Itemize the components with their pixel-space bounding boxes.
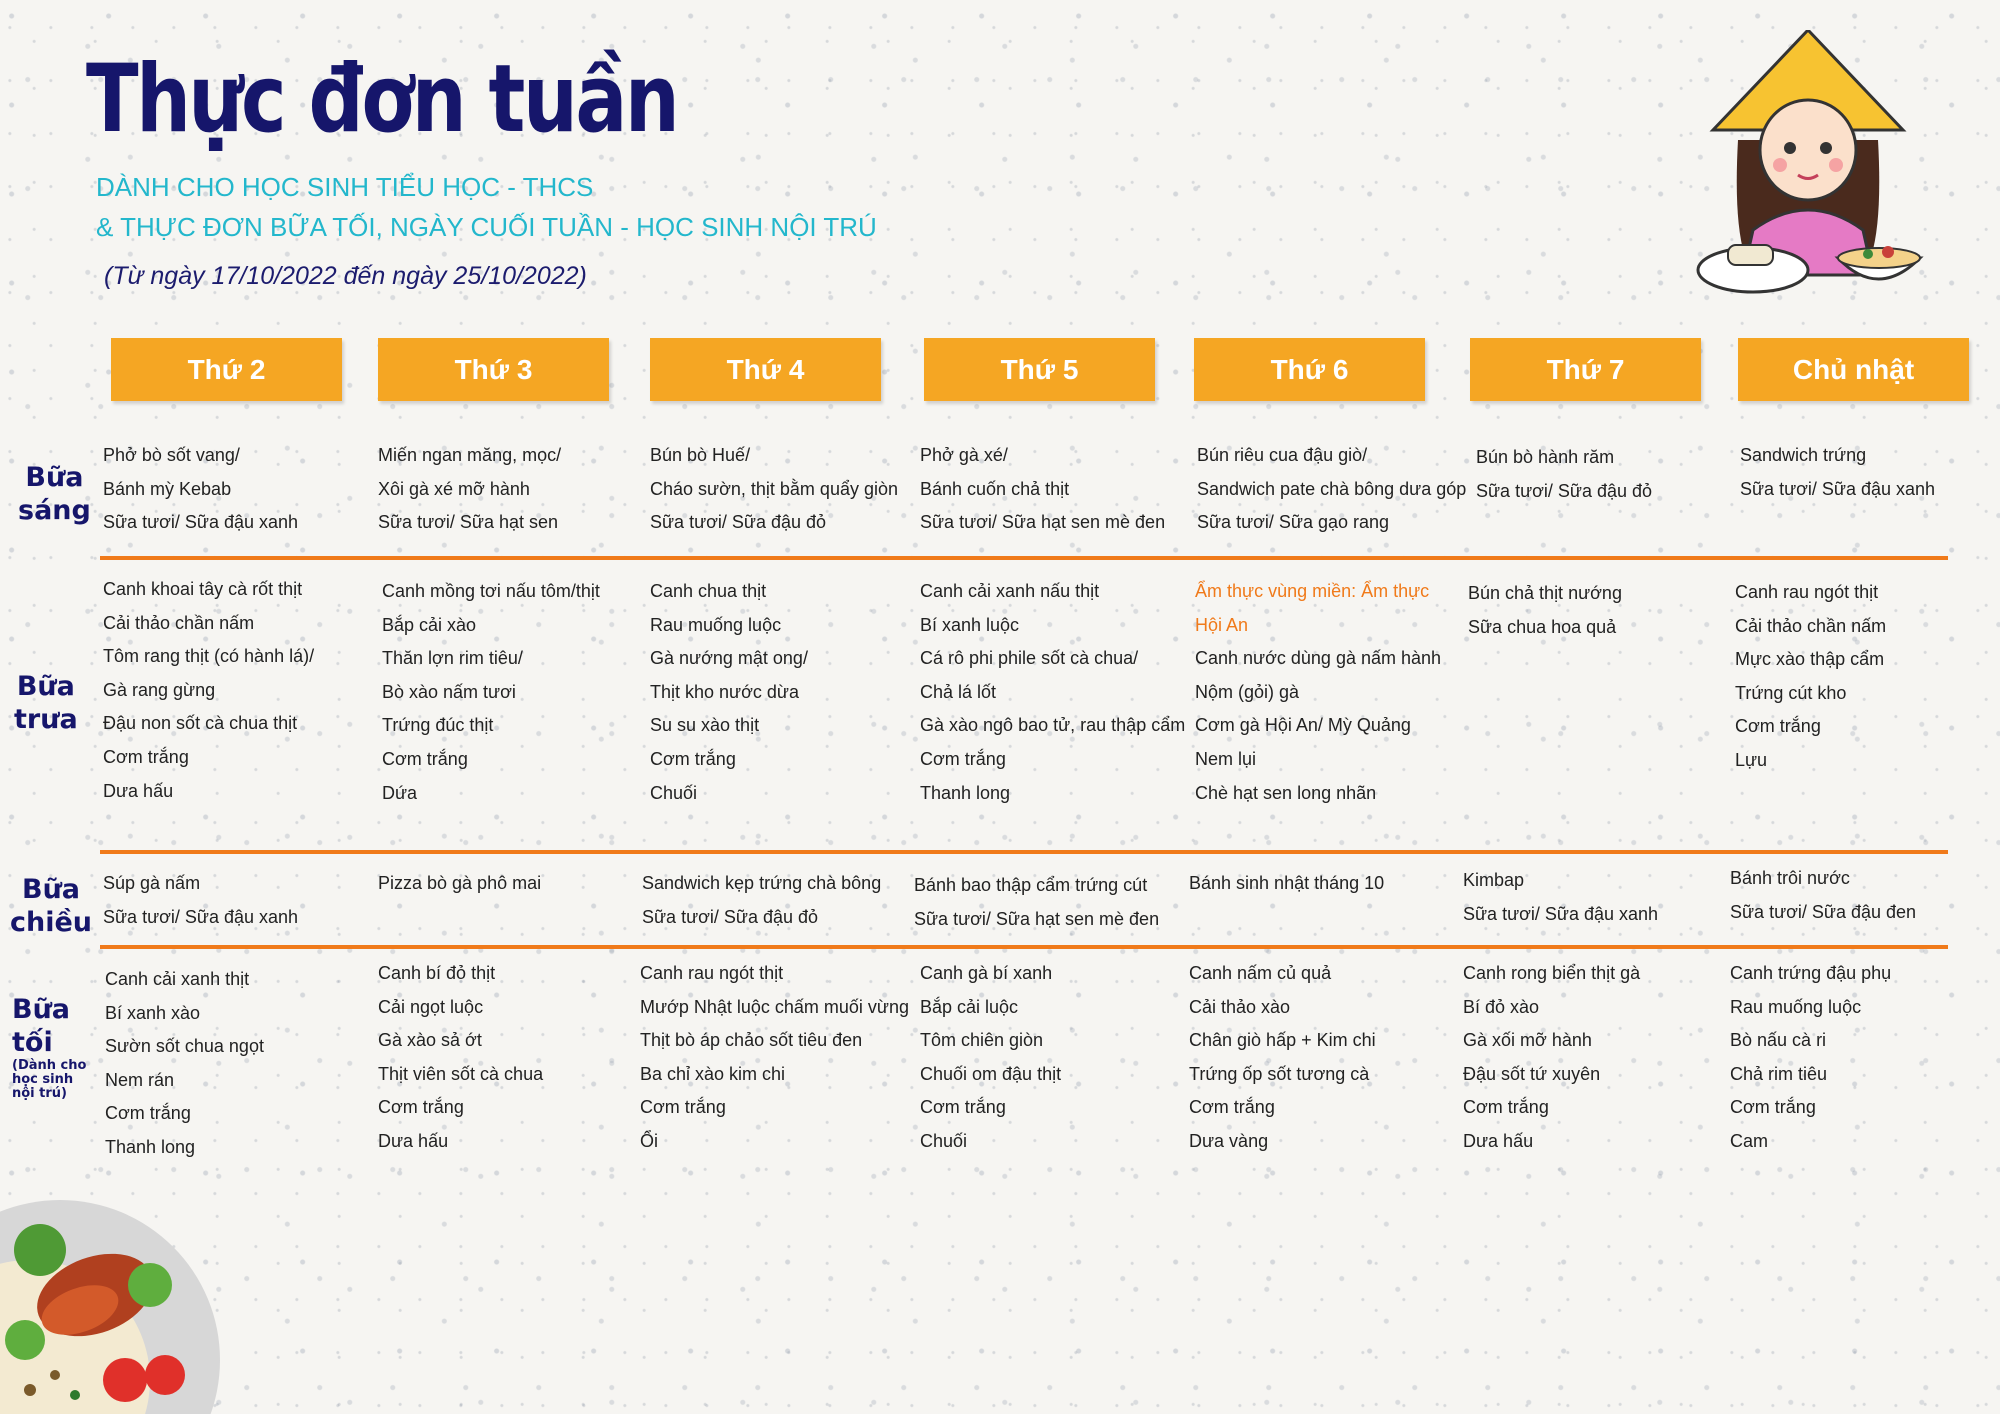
breakfast-cell-mon: [103, 439, 383, 540]
divider-after-breakfast: [100, 556, 1948, 560]
lunch-cell-wed: [650, 575, 930, 810]
breakfast-cell-sun: [1740, 439, 2000, 506]
menu-item: Canh nước dùng gà nấm hành: [1195, 648, 1442, 669]
menu-item: Bắp cải luộc: [920, 996, 1019, 1017]
menu-item: Chuối om đậu thịt: [920, 1063, 1062, 1084]
menu-item: Đậu non sốt cà chua thịt: [103, 713, 298, 734]
menu-item: Thanh long: [920, 782, 1011, 803]
menu-item: Trứng cút kho: [1735, 682, 1847, 703]
menu-item: Canh rong biển thịt gà: [1463, 963, 1641, 983]
menu-item: Canh mồng tơi nấu tôm/thịt: [382, 581, 600, 601]
breakfast-cell-sat: [1476, 441, 1756, 508]
menu-item: Bún bò Huế/: [650, 445, 751, 465]
afternoon-cell-mon: [103, 867, 383, 934]
menu-item: Canh chua thịt: [650, 581, 767, 601]
menu-item: Bí xanh xào: [105, 1002, 201, 1023]
menu-item: Sữa tươi/ Sữa hạt sen mè đen: [914, 908, 1160, 929]
menu-item: Sữa tươi/ Sữa đậu đỏ: [642, 906, 819, 927]
lunch-cell-fri: [1195, 575, 1475, 810]
menu-item: Gà xào sả ớt: [378, 1030, 482, 1051]
menu-item: Lựu: [1735, 749, 1768, 770]
menu-item: Dưa hấu: [103, 780, 174, 801]
menu-item: Sữa tươi/ Sữa đậu đen: [1730, 901, 1917, 922]
menu-item: Cải thảo chần nấm: [103, 612, 255, 633]
menu-item-highlight: Hội An: [1195, 614, 1249, 635]
menu-item: Bánh cuốn chả thịt: [920, 478, 1070, 499]
menu-item: Gà xào ngô bao tử, rau thập cẩm: [920, 715, 1186, 736]
menu-item: Canh rau ngót thịt: [640, 963, 784, 983]
menu-item: Nộm (gỏi) gà: [1195, 681, 1300, 702]
menu-item: Sữa tươi/ Sữa hạt sen mè đen: [920, 512, 1166, 533]
dinner-cell-thu: [920, 957, 1200, 1159]
day-header-sun: Chủ nhật: [1738, 338, 1969, 401]
menu-item: Su su xào thịt: [650, 715, 760, 736]
menu-item: Tôm chiên giòn: [920, 1030, 1044, 1051]
menu-item: Cháo sườn, thịt bằm quẩy giòn: [650, 478, 898, 499]
menu-item: Thanh long: [105, 1136, 196, 1157]
menu-item: Ổi: [640, 1130, 658, 1151]
dinner-cell-fri: [1189, 957, 1469, 1159]
menu-item: Bánh sinh nhật tháng 10: [1189, 873, 1385, 893]
menu-item: Tôm rang thịt (có hành lá)/: [103, 646, 315, 667]
menu-item: Chân giò hấp + Kim chi: [1189, 1030, 1376, 1051]
page-title: Thực đơn tuần: [86, 45, 678, 154]
dinner-cell-sun: [1730, 957, 2000, 1159]
menu-item: Phở gà xé/: [920, 445, 1008, 465]
menu-item: Thăn lợn rim tiêu/: [382, 648, 523, 669]
menu-item: Sandwich pate chà bông dưa góp: [1197, 478, 1467, 499]
menu-item: Chả lá lốt: [920, 681, 997, 702]
menu-item: Cơm trắng: [1735, 716, 1821, 737]
menu-item: Bún riêu cua đậu giò/: [1197, 445, 1368, 465]
dinner-cell-sat: [1463, 957, 1743, 1159]
menu-item: Sandwich kẹp trứng chà bông: [642, 873, 882, 893]
menu-item: Bắp cải xào: [382, 614, 477, 635]
menu-item: Canh cải xanh thịt: [105, 969, 250, 989]
menu-item: Bò xào nấm tươi: [382, 681, 516, 702]
subtitle-line-2: & THỰC ĐƠN BỮA TỐI, NGÀY CUỐI TUẦN - HỌC SINH NỘI TRÚ: [96, 212, 877, 242]
menu-item: Cơm trắng: [640, 1097, 726, 1118]
day-header-fri: Thứ 6: [1194, 338, 1425, 401]
breakfast-cell-wed: [650, 439, 930, 540]
breakfast-cell-tue: [378, 439, 658, 540]
lunch-cell-sat: [1468, 577, 1748, 644]
menu-item: Canh gà bí xanh: [920, 963, 1053, 983]
menu-item: Ba chỉ xào kim chi: [640, 1063, 786, 1084]
menu-item: Bí đỏ xào: [1463, 996, 1540, 1017]
menu-item: Nem lụi: [1195, 748, 1257, 769]
menu-item: Thịt kho nước dừa: [650, 681, 799, 702]
menu-item: Mực xào thập cẩm: [1735, 649, 1885, 670]
menu-item: Cơm trắng: [382, 748, 468, 769]
menu-item: Trứng ốp sốt tương cà: [1189, 1063, 1370, 1084]
meal-label-afternoon: Bữa chiều: [10, 874, 93, 938]
menu-item: Bánh mỳ Kebab: [103, 478, 232, 499]
breakfast-cell-thu: [920, 439, 1200, 540]
menu-item: Cơm trắng: [1189, 1097, 1275, 1118]
menu-item: Rau muống luộc: [1730, 996, 1862, 1017]
menu-item: Sườn sốt chua ngọt: [105, 1036, 264, 1057]
divider-after-afternoon: [100, 945, 1948, 949]
menu-item-highlight: Ẩm thực vùng miền: Ẩm thực: [1195, 581, 1430, 601]
menu-item: Canh nấm củ quả: [1189, 963, 1332, 983]
menu-item: Cơm trắng: [1463, 1097, 1549, 1118]
dinner-note: (Dành cho học sinh nội trú): [12, 1058, 87, 1101]
menu-item: Canh bí đỏ thịt: [378, 963, 496, 983]
menu-item: Sữa tươi/ Sữa đậu xanh: [103, 906, 299, 927]
breakfast-cell-fri: [1197, 439, 1477, 540]
menu-item: Bánh bao thập cẩm trứng cút: [914, 875, 1148, 895]
menu-item: Cơm trắng: [378, 1097, 464, 1118]
afternoon-cell-tue: [378, 867, 658, 901]
day-header-sat: Thứ 7: [1470, 338, 1701, 401]
day-header-wed: Thứ 4: [650, 338, 881, 401]
menu-item: Cải thảo chần nấm: [1735, 615, 1887, 636]
afternoon-cell-thu: [914, 869, 1194, 936]
menu-item: Cơm trắng: [103, 746, 189, 767]
menu-item: Cơm trắng: [105, 1103, 191, 1124]
dinner-cell-mon: [105, 963, 385, 1165]
dinner-cell-wed: [640, 957, 920, 1159]
menu-item: Thịt bò áp chảo sốt tiêu đen: [640, 1030, 863, 1051]
subtitle-line-1: DÀNH CHO HỌC SINH TIỂU HỌC - THCS: [96, 172, 594, 202]
afternoon-cell-fri: [1189, 867, 1469, 901]
menu-item: Bí xanh luộc: [920, 614, 1020, 635]
menu-item: Bánh trôi nước: [1730, 868, 1850, 888]
menu-item: Sữa tươi/ Sữa gạo rang: [1197, 512, 1390, 533]
day-header-mon: Thứ 2: [111, 338, 342, 401]
afternoon-cell-sun: [1730, 862, 2000, 929]
menu-item: Kimbap: [1463, 870, 1525, 890]
meal-label-lunch: Bữa trưa: [14, 671, 78, 735]
menu-item: Bò nấu cà ri: [1730, 1030, 1827, 1051]
menu-item: Cơm trắng: [650, 748, 736, 769]
menu-item: Canh rau ngót thịt: [1735, 582, 1879, 602]
menu-item: Miến ngan măng, mọc/: [378, 445, 562, 465]
menu-item: Canh trứng đậu phụ: [1730, 963, 1892, 983]
menu-item: Cải thảo xào: [1189, 996, 1291, 1017]
menu-item: Cơm trắng: [1730, 1097, 1816, 1118]
menu-item: Pizza bò gà phô mai: [378, 873, 542, 893]
menu-item: Dưa hấu: [1463, 1130, 1534, 1151]
menu-item: Sữa tươi/ Sữa đậu đỏ: [650, 512, 827, 533]
menu-item: Gà rang gừng: [103, 679, 216, 700]
menu-item: Bún chả thịt nướng: [1468, 583, 1622, 603]
date-range: (Từ ngày 17/10/2022 đến ngày 25/10/2022): [104, 262, 587, 290]
menu-item: Cải ngọt luộc: [378, 996, 484, 1017]
menu-item: Mướp Nhật luộc chấm muối vừng: [640, 996, 910, 1017]
meal-label-breakfast: Bữa sáng: [18, 462, 91, 526]
menu-item: Dứa: [382, 782, 418, 803]
menu-item: Sandwich trứng: [1740, 445, 1867, 465]
divider-after-lunch: [100, 850, 1948, 854]
menu-item: Đậu sốt tứ xuyên: [1463, 1063, 1601, 1084]
menu-item: Phở bò sốt vang/: [103, 445, 240, 465]
menu-item: Chuối: [920, 1130, 968, 1151]
afternoon-cell-wed: [642, 867, 922, 934]
lunch-cell-mon: [103, 573, 383, 808]
menu-item: Sữa tươi/ Sữa đậu xanh: [1740, 478, 1936, 499]
menu-item: Nem rán: [105, 1069, 175, 1090]
menu-item: Cơm trắng: [920, 748, 1006, 769]
menu-item: Cơm trắng: [920, 1097, 1006, 1118]
menu-item: Canh khoai tây cà rốt thịt: [103, 579, 303, 599]
menu-item: Rau muống luộc: [650, 614, 782, 635]
menu-item: Cam: [1730, 1130, 1769, 1151]
day-header-tue: Thứ 3: [378, 338, 609, 401]
lunch-cell-tue: [382, 575, 662, 810]
lunch-cell-sun: [1735, 576, 2000, 778]
menu-item: Cơm gà Hội An/ Mỳ Quảng: [1195, 715, 1411, 736]
vietnamese-girl-illustration: [1688, 30, 1928, 300]
menu-item: Chè hạt sen long nhãn: [1195, 782, 1377, 803]
afternoon-cell-sat: [1463, 864, 1743, 931]
menu-item: Canh cải xanh nấu thịt: [920, 581, 1100, 601]
meal-label-dinner: Bữa tối (Dành cho học sinh nội trú): [12, 994, 87, 1101]
dinner-cell-tue: [378, 957, 658, 1159]
menu-item: Sữa tươi/ Sữa đậu đỏ: [1476, 480, 1653, 501]
menu-item: Gà xối mỡ hành: [1463, 1030, 1592, 1051]
menu-item: Súp gà nấm: [103, 873, 201, 893]
menu-item: Sữa tươi/ Sữa hạt sen: [378, 512, 559, 533]
menu-item: Sữa tươi/ Sữa đậu xanh: [103, 512, 299, 533]
menu-item: Dưa vàng: [1189, 1130, 1269, 1151]
menu-item: Trứng đúc thịt: [382, 715, 494, 736]
lunch-cell-thu: [920, 575, 1200, 810]
menu-item: Sữa chua hoa quả: [1468, 616, 1617, 637]
menu-item: Xôi gà xé mỡ hành: [378, 478, 530, 499]
menu-item: Gà nướng mật ong/: [650, 648, 808, 669]
menu-item: Thịt viên sốt cà chua: [378, 1063, 544, 1084]
food-plate-illustration: [0, 1190, 225, 1414]
day-header-thu: Thứ 5: [924, 338, 1155, 401]
menu-item: Chuối: [650, 782, 698, 803]
menu-item: Sữa tươi/ Sữa đậu xanh: [1463, 903, 1659, 924]
menu-item: Bún bò hành răm: [1476, 447, 1615, 467]
menu-item: Cá rô phi phile sốt cà chua/: [920, 648, 1139, 669]
menu-item: Dưa hấu: [378, 1130, 449, 1151]
menu-item: Chả rim tiêu: [1730, 1063, 1828, 1084]
